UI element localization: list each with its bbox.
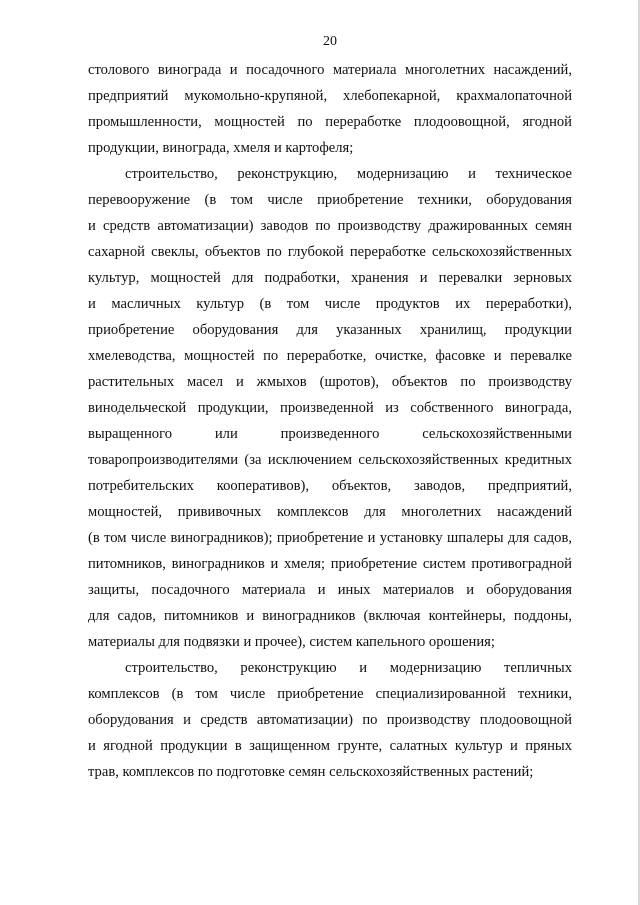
- body-text: [88, 57, 572, 785]
- text-line: потребительских кооперативов), объектов, заводов, предприятий,: [88, 478, 572, 494]
- text-line: мощностей, прививочных комплексов для многолетних насаждений: [88, 504, 572, 520]
- text-line: промышленности, мощностей по переработке плодоовощной, ягодной: [88, 114, 572, 130]
- text-line: культур, мощностей для подработки, хранения и перевалки зерновых: [88, 270, 572, 286]
- text-line: столового винограда и посадочного материала многолетних насаждений,: [88, 62, 572, 78]
- text-line: комплексов (в том числе приобретение специализированной техники,: [88, 686, 572, 702]
- text-line: строительство, реконструкцию и модернизацию тепличных: [125, 660, 572, 676]
- text-line: материалы для подвязки и прочее), систем капельного орошения;: [88, 634, 495, 650]
- text-line: и масличных культур (в том числе продуктов их переработки),: [88, 296, 572, 312]
- text-line: питомников, виноградников и хмеля; приобретение систем противоградной: [88, 556, 572, 572]
- text-line: и средств автоматизации) заводов по производству дражированных семян: [88, 218, 572, 234]
- text-line: предприятий мукомольно-крупяной, хлебопекарной, крахмалопаточной: [88, 88, 572, 104]
- text-line: приобретение оборудования для указанных хранилищ, продукции: [88, 322, 572, 338]
- text-line: продукции, винограда, хмеля и картофеля;: [88, 140, 354, 156]
- text-line: оборудования и средств автоматизации) по производству плодоовощной: [88, 712, 572, 728]
- page-number: 20: [323, 34, 337, 49]
- text-line: товаропроизводителями (за исключением сельскохозяйственных кредитных: [88, 452, 572, 468]
- text-line: трав, комплексов по подготовке семян сельскохозяйственных растений;: [88, 764, 534, 780]
- text-line: выращенного или произведенного сельскохозяйственными: [88, 426, 572, 442]
- text-line: растительных масел и жмыхов (шротов), объектов по производству: [88, 374, 572, 390]
- text-line: перевооружение (в том числе приобретение техники, оборудования: [88, 192, 572, 208]
- text-line: (в том числе виноградников); приобретение и установку шпалеры для садов,: [88, 530, 572, 546]
- text-line: для садов, питомников и виноградников (включая контейнеры, поддоны,: [88, 608, 572, 624]
- text-line: защиты, посадочного материала и иных материалов и оборудования: [88, 582, 572, 598]
- text-line: строительство, реконструкцию, модернизацию и техническое: [125, 166, 572, 182]
- text-line: сахарной свеклы, объектов по глубокой переработке сельскохозяйственных: [88, 244, 572, 260]
- text-line: и ягодной продукции в защищенном грунте, салатных культур и пряных: [88, 738, 572, 754]
- text-line: винодельческой продукции, произведенной из собственного винограда,: [88, 400, 572, 416]
- text-line: хмелеводства, мощностей по переработке, очистке, фасовке и перевалке: [88, 348, 572, 364]
